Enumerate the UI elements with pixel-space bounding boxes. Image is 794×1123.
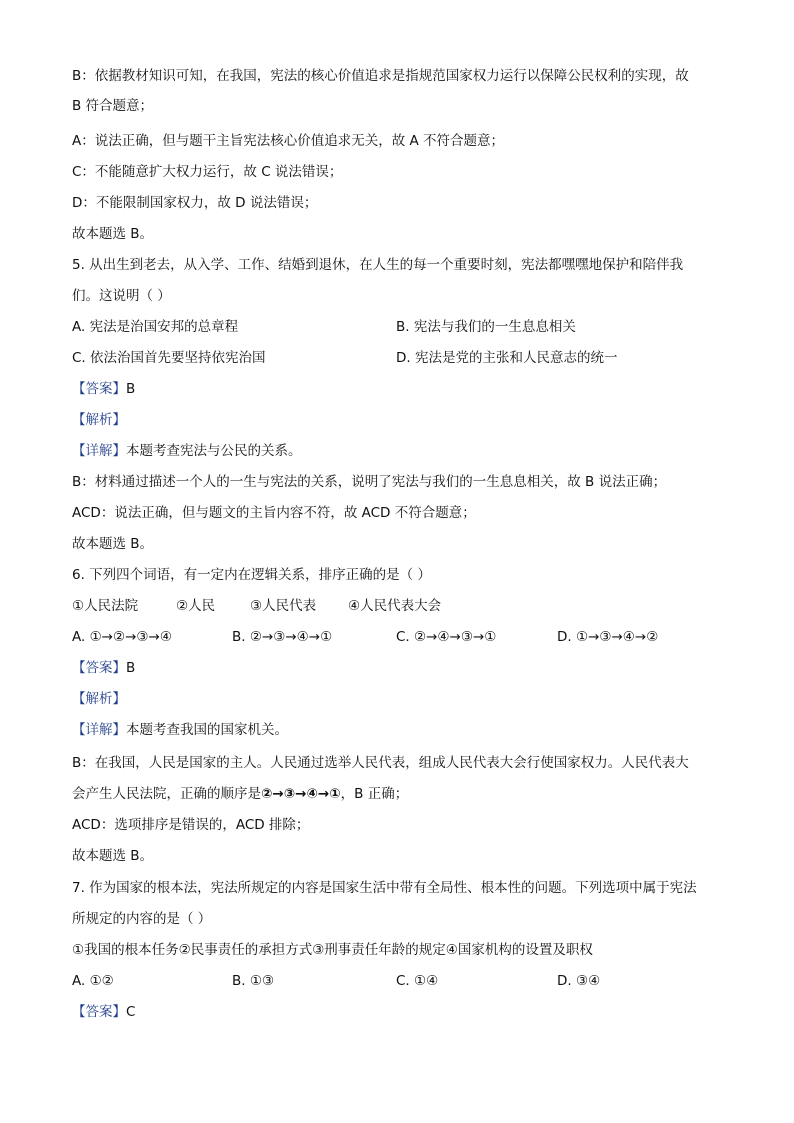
q5-option-d: D. 宪法是党的主张和人民意志的统一: [396, 350, 618, 366]
q5-stem-line2: 们。这说明（ ）: [72, 288, 171, 304]
prev-b-line2: B 符合题意；: [72, 98, 154, 114]
prev-b-line1: B：依据教材知识可知，在我国，宪法的核心价值追求是指规范国家权力运行以保障公民权利的实现，故: [72, 68, 689, 84]
q6-detail-row: [72, 720, 288, 740]
q6-b-line2: [72, 784, 408, 804]
q5-option-a: A. 宪法是治国安邦的总章程: [72, 319, 239, 335]
q7-answer-row: [72, 1002, 135, 1022]
q6-option-b: B. ②→③→④→①: [232, 629, 333, 645]
q7-answer: C: [126, 1004, 136, 1020]
q7-stem-line2: 所规定的内容的是（ ）: [72, 911, 212, 927]
q6-b-line2-post: ，B 正确；: [340, 786, 409, 802]
answer-tag: 【答案】: [72, 1004, 126, 1020]
q5-detail-row: [72, 441, 302, 461]
q6-answer-row: [72, 658, 135, 678]
q5-acd-line: ACD：说法正确，但与题文的主旨内容不符，故 ACD 不符合题意；: [72, 505, 476, 521]
answer-tag: 【答案】: [72, 660, 126, 676]
q7-option-c: C. ①④: [396, 973, 439, 989]
q6-item1: ①人民法院: [72, 598, 139, 614]
analysis-tag: 【解析】: [72, 412, 126, 428]
q6-detail: 本题考查我国的国家机关。: [126, 722, 288, 738]
detail-tag: 【详解】: [72, 443, 126, 459]
q5-detail: 本题考查宪法与公民的关系。: [126, 443, 302, 459]
q7-option-b: B. ①③: [232, 973, 275, 989]
analysis-tag: 【解析】: [72, 691, 126, 707]
q6-acd-line: ACD：选项排序是错误的，ACD 排除；: [72, 817, 310, 833]
q6-item4: ④人民代表大会: [348, 598, 442, 614]
q6-answer: B: [126, 660, 136, 676]
q5-conclusion: 故本题选 B。: [72, 536, 154, 552]
q7-option-d: D. ③④: [557, 973, 601, 989]
q5-stem-line1: 5. 从出生到老去，从入学、工作、结婚到退休，在人生的每一个重要时刻，宪法都嘿嘿地保护和陪伴我: [72, 257, 684, 273]
prev-conclusion: 故本题选 B。: [72, 226, 154, 242]
detail-tag: 【详解】: [72, 722, 126, 738]
q6-conclusion: 故本题选 B。: [72, 848, 154, 864]
q6-item2: ②人民: [176, 598, 216, 614]
q5-option-b: B. 宪法与我们的一生息息相关: [396, 319, 576, 335]
q6-option-d: D. ①→③→④→②: [557, 629, 659, 645]
q6-b-line2-order: ②→③→④→①: [261, 786, 341, 802]
q5-answer-row: [72, 379, 135, 399]
q7-stem-line1: 7. 作为国家的根本法，宪法所规定的内容是国家生活中带有全局性、根本性的问题。下列选项中属于宪法: [72, 880, 697, 896]
q5-option-c: C. 依法治国首先要坚持依宪治国: [72, 350, 266, 366]
q6-option-c: C. ②→④→③→①: [396, 629, 497, 645]
q6-analysis-row: [72, 689, 126, 709]
prev-a-line: A：说法正确，但与题干主旨宪法核心价值追求无关，故 A 不符合题意；: [72, 133, 505, 149]
q6-item3: ③人民代表: [250, 598, 317, 614]
q7-items: ①我国的根本任务②民事责任的承担方式③刑事责任年龄的规定④国家机构的设置及职权: [72, 942, 593, 958]
q5-b-line: B：材料通过描述一个人的一生与宪法的关系，说明了宪法与我们的一生息息相关，故 B 说法正确；: [72, 474, 667, 490]
q6-b-line2-pre: 会产生人民法院，正确的顺序是: [72, 786, 261, 802]
q7-option-a: A. ①②: [72, 973, 114, 989]
q6-b-line1: B：在我国，人民是国家的主人。人民通过选举人民代表，组成人民代表大会行使国家权力。人民代表大: [72, 755, 689, 771]
prev-c-line: C：不能随意扩大权力运行，故 C 说法错误；: [72, 164, 343, 180]
q6-stem: 6. 下列四个词语，有一定内在逻辑关系，排序正确的是（ ）: [72, 567, 431, 583]
q5-analysis-row: [72, 410, 126, 430]
q5-answer: B: [126, 381, 136, 397]
answer-tag: 【答案】: [72, 381, 126, 397]
prev-d-line: D：不能限制国家权力，故 D 说法错误；: [72, 195, 318, 211]
q6-option-a: A. ①→②→③→④: [72, 629, 172, 645]
